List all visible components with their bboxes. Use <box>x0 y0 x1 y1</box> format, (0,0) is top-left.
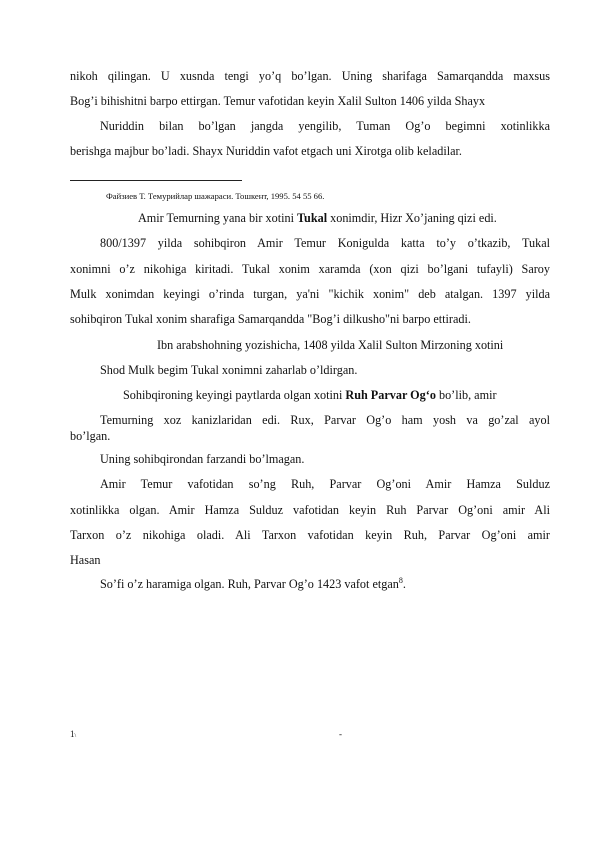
body-line: Ibn arabshohning yozishicha, 1408 yilda Xalil Sulton Mirzoning xotini <box>157 338 504 352</box>
body-line: xotinlikka olgan. Amir Hamza Sulduz vafotidan keyin Ruh Parvar Og’oni amir Ali <box>70 503 550 517</box>
body-line: Uning sohibqirondan farzandi bo’lmagan. <box>100 452 305 466</box>
body-line: nikoh qilingan. U xusnda tengi yo’q bo’lgan. Uning sharifaga Samarqandda maxsus <box>70 69 550 83</box>
bottom-mark-number: 1 <box>70 729 75 739</box>
footnote-ref: 8 <box>398 575 403 585</box>
body-line: bo’lgan. <box>70 429 111 443</box>
body-line: Amir Temur vafotidan so’ng Ruh, Parvar Og’oni Amir Hamza Sulduz <box>100 477 550 491</box>
body-line: berishga majbur bo’ladi. Shayx Nuriddin vafot etgach uni Xirotga olib keladilar. <box>70 144 462 158</box>
text-run: bo’lib, amir <box>435 388 497 402</box>
bottom-mark-left <box>70 729 76 741</box>
text-run: Amir Temurning yana bir xotini <box>138 211 298 225</box>
body-line: Mulk xonimdan keyingi o’rinda turgan, ya'ni "kichik xonim" deb atalgan. 1397 yilda <box>70 287 550 301</box>
bottom-mark-center: - <box>339 729 342 739</box>
body-line: Nuriddin bilan bo’lgan jangda yengilib, Tuman Og’o begimni xotinlikka <box>100 119 550 133</box>
body-line: 800/1397 yilda sohibqiron Amir Temur Konigulda katta to’y o’tkazib, Tukal <box>100 236 550 250</box>
footnote-text: Файзиев Т. Темурийлар шажараси. Тошкент, 1995. 54 55 66. <box>106 191 325 201</box>
body-line: Tarxon o’z nikohiga oladi. Ali Tarxon vafotidan keyin Ruh, Parvar Og’oni amir <box>70 528 550 542</box>
text-run: So’fi o’z haramiga olgan. Ruh, Parvar Og’o 1423 vafot etgan <box>100 577 399 591</box>
footnote-separator <box>70 180 242 181</box>
bold-name-ruh-parvar: Ruh Parvar Og‘o <box>345 388 436 402</box>
body-line: Bog’i bihishitni barpo ettirgan. Temur vafotidan keyin Xalil Sulton 1406 yilda Shayx <box>70 94 486 108</box>
bold-name-tukal: Tukal <box>297 211 328 225</box>
text-run: Sohibqironing keyingi paytlarda olgan xotini <box>123 388 346 402</box>
body-line: Hasan <box>70 553 101 567</box>
body-line <box>138 211 550 226</box>
text-run: xonimdir, Hizr Xo’janing qizi edi. <box>327 211 497 225</box>
body-line: sohibqiron Tukal xonim sharafiga Samarqandda "Bog’i dilkusho"ni barpo ettiradi. <box>70 312 471 326</box>
body-line: xonimni o’z nikohiga kiritadi. Tukal xonim xaramda (xon qizi bo’lgani tufayli) Saroy <box>70 262 550 276</box>
body-line <box>100 577 550 592</box>
body-line <box>123 388 550 403</box>
body-line: Shod Mulk begim Tukal xonimni zaharlab o’ldirgan. <box>100 363 358 377</box>
text-run: . <box>402 577 406 591</box>
body-line: Temurning xoz kanizlaridan edi. Rux, Parvar Og’o ham yosh va go’zal ayol <box>100 413 550 427</box>
bottom-mark-small: \ <box>74 733 77 739</box>
